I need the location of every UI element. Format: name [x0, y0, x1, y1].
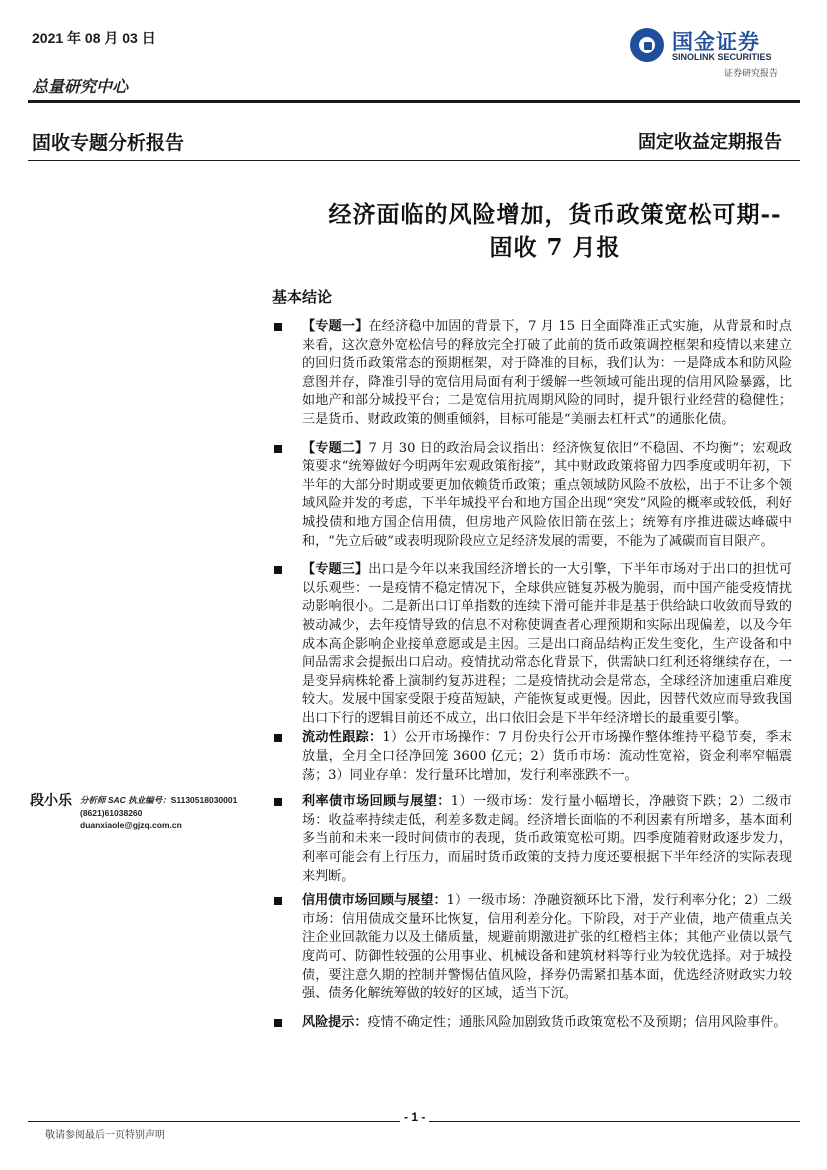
square-bullet-icon	[274, 897, 282, 905]
analyst-name: 段小乐	[30, 793, 72, 809]
page-number: - 1 -	[400, 1110, 429, 1124]
analyst-sac-label: 分析师 SAC 执业编号：	[80, 795, 171, 805]
item-heading: 利率债市场回顾与展望：	[302, 794, 451, 810]
item-text: 在经济稳中加固的背景下，7 月 15 日全面降准正式实施，从背景和时点来看，这次意外宽松信号的释放完全打破了此前的货币政策调控框架和疫情以来建立的回归货币政策常态的预期框架，对于降准的目标，我们认为：一是降成本和防风险意图并存，降准引导的宽信用局面有利于缓解一些领域可能出现的信用风险暴露，比如地产和部分城投平台；二是宽信用抗周期风险的同时，提升银行业经营的稳健性；三是货币、财政政策的侧重倾斜，目标可能是“美丽去杠杆式”的通胀化债。	[302, 319, 793, 427]
section-title: 基本结论	[272, 288, 333, 306]
item-heading: 【专题二】	[302, 440, 369, 456]
square-bullet-icon	[274, 566, 282, 574]
item-text: 出口是今年以来我国经济增长的一大引擎，下半年市场对于出口的担忧可以乐观些：一是疫情不稳定情况下，全球供应链复苏极为脆弱，而中国产能受疫情扰动影响很小。二是新出口订单指数的连续下滑可能并非是基于供给缺口收敛而导致的被动减少，去年疫情导致的信息不对称使调查者心理预期和实际出现偏差，以及今年成本高企影响企业接单意愿或是主因。三是出口商品结构正发生变化，生产设备和中间品需求会提振出口启动。疫情扰动常态化背景下，供需缺口红利还将继续存在，一是变异病株轮番上演制约复苏进程；二是疫情扰动会是常态，全球经济加速重启难度较大。发展中国家受限于疫苗短缺，产能恢复或更慢。因此，因替代效应而导致我国出口下行的逻辑目前还不成立，出口依旧会是下半年经济增长的最重要引擎。	[302, 562, 793, 726]
item-text: 1）一级市场：净融资额环比下滑，发行利率分化；2）二级市场：信用债成交量环比恢复，信用利差分化。下阶段，对于产业债，地产债重点关注企业回款能力以及土储质量，规避前期激进扩张的红橙档主体；其他产业债以景气度尚可、防御性较强的公用事业、机械设备和建筑材料等行业为较优选择。对于城投债，要注意久期的控制并警惕估值风险，择券仍需紧扣基本面，优选经济财政实力较强、债务化解统筹做的较好的区域，适当下沉。	[302, 893, 793, 1002]
subheader-divider	[28, 160, 800, 161]
item-text: 1）公开市场操作：7 月份央行公开市场操作整体维持平稳节奏，季末放量，全月全口径净回笼 3600 亿元；2）货币市场：流动性宽裕，资金利率窄幅震荡；3）同业存单：发行量环比增加，发行利率涨跌不一。	[302, 730, 793, 783]
list-item	[272, 561, 792, 728]
logo-english-name: SINOLINK SECURITIES	[672, 52, 772, 62]
square-bullet-icon	[274, 1019, 282, 1027]
header-divider	[28, 100, 800, 103]
item-heading: 信用债市场回顾与展望：	[302, 893, 447, 909]
report-date: 2021 年 08 月 03 日	[32, 30, 156, 46]
list-item	[272, 1014, 792, 1033]
square-bullet-icon	[274, 445, 282, 453]
conclusion-list	[272, 318, 792, 1032]
item-text: 1）一级市场：发行量小幅增长，净融资下跌；2）二级市场：收益率持续走低，利差多数走阔。经济增长面临的不利因素有所增多，基本面利多当前和未来一段时间债市的表现，货币政策宽松可期。四季度随着财政逐步发力，利率可能会有上行压力，而届时货币政策的支持力度还要根据下半年经济的实际表现来判断。	[302, 794, 792, 884]
item-text: 疫情不确定性；通胀风险加剧致货币政策宽松不及预期；信用风险事件。	[367, 1014, 787, 1030]
analyst-phone: (8621)61038260	[80, 807, 143, 818]
research-center: 总量研究中心	[32, 77, 129, 96]
list-item	[272, 793, 792, 886]
item-text: 7 月 30 日的政治局会议指出：经济恢复依旧“不稳固、不均衡”；宏观政策要求“统筹做好今明两年宏观政策衔接”，其中财政政策将留力四季度或明年初，下半年的大部分时期或要更加依赖货币政策；重点领域防风险不放松，出于不让多个领域风险并发的考虑，下半年城投平台和地方国企出现“突发”风险的概率或较低，利好城投债和地方国企信用债，但房地产风险依旧箭在弦上；统筹有序推进碳达峰碳中和，“先立后破”或表明现阶段应立足经济发展的需要，不能为了减碳而盲目限产。	[302, 440, 792, 549]
item-heading: 风险提示：	[302, 1014, 368, 1030]
item-heading: 流动性跟踪：	[302, 730, 383, 746]
item-heading: 【专题三】	[302, 562, 369, 578]
report-title: 经济面临的风险增加，货币政策宽松可期--固收 7 月报	[328, 201, 782, 261]
logo-icon	[630, 28, 664, 62]
list-item	[272, 440, 792, 552]
square-bullet-icon	[274, 734, 282, 742]
logo-subtitle: 证券研究报告	[724, 69, 779, 79]
square-bullet-icon	[274, 798, 282, 806]
analyst-sac-number: S1130518030001	[170, 795, 238, 805]
item-heading: 【专题一】	[302, 319, 369, 334]
analyst-info	[80, 794, 237, 832]
footer-disclaimer: 敬请参阅最后一页特别声明	[45, 1130, 165, 1141]
logo-chinese-name: 国金证券	[672, 30, 760, 54]
list-item	[272, 318, 792, 430]
analyst-email[interactable]: duanxiaole@gjzq.com.cn	[80, 820, 182, 830]
list-item	[272, 892, 792, 1004]
report-category: 固定收益定期报告	[638, 132, 782, 153]
square-bullet-icon	[274, 323, 282, 331]
list-item	[272, 729, 792, 785]
report-type: 固收专题分析报告	[32, 132, 185, 154]
